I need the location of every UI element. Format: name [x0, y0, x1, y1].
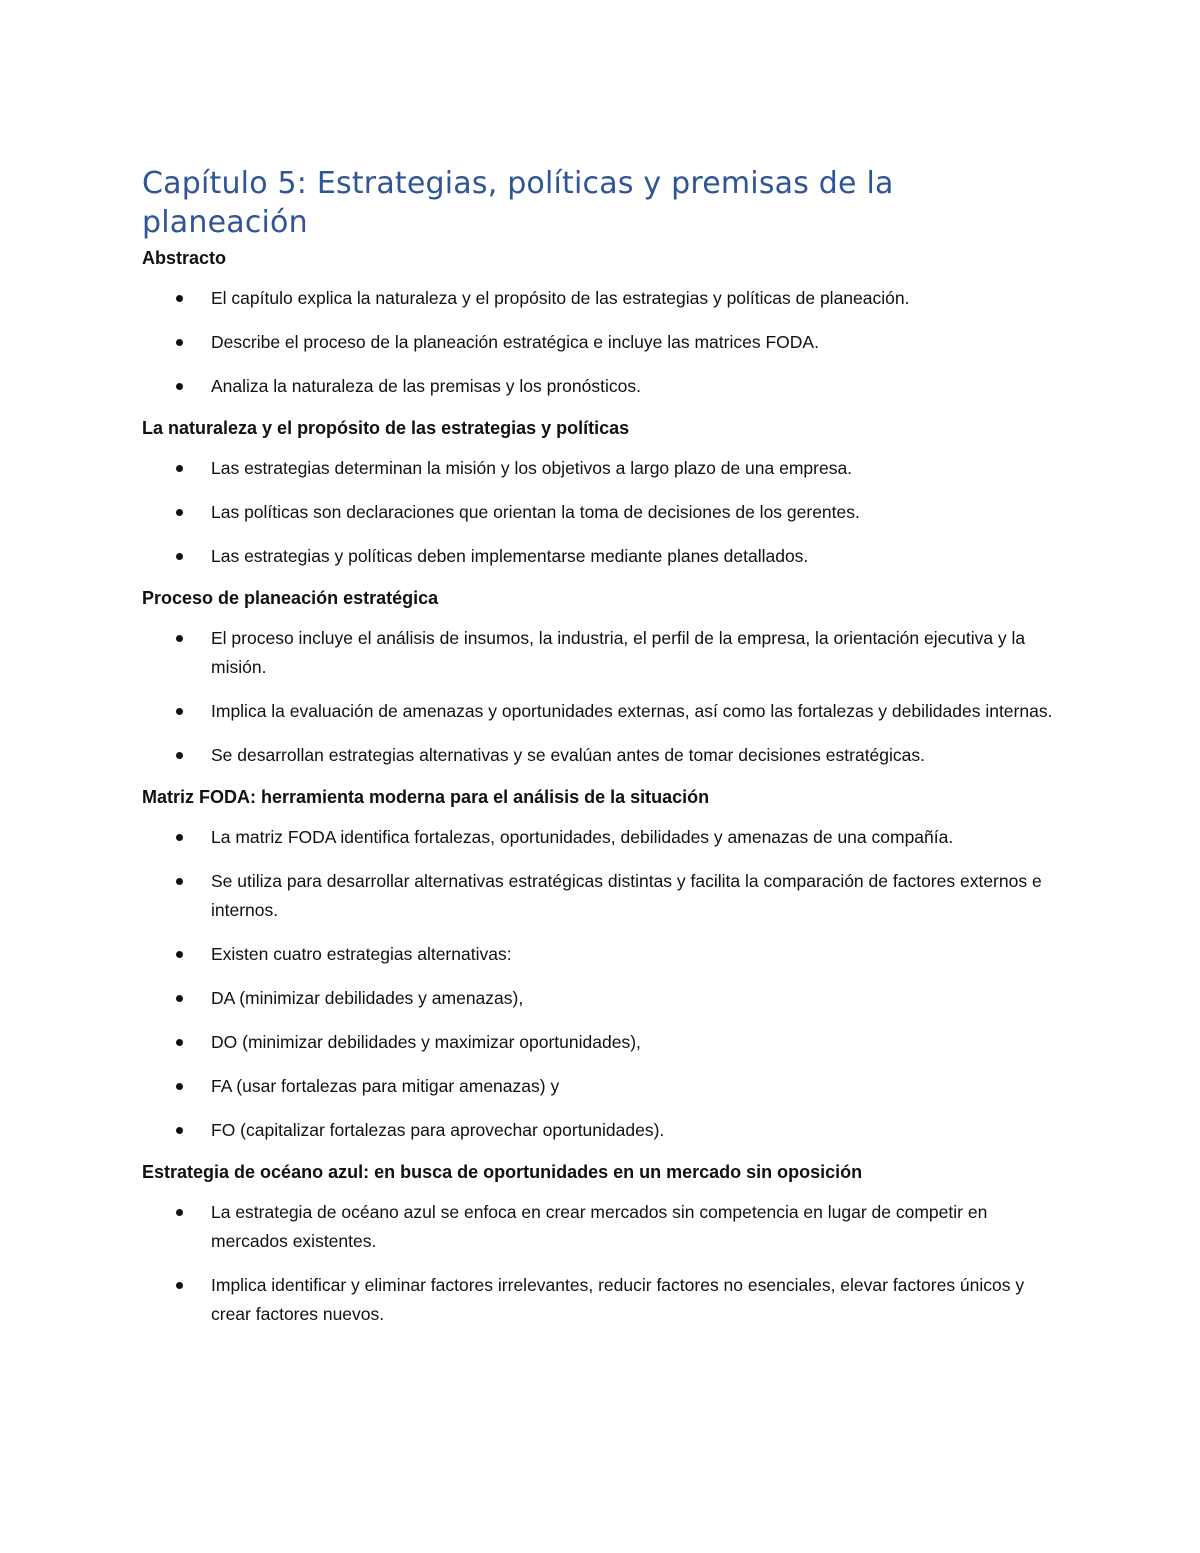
- list-item-text: FA (usar fortalezas para mitigar amenazas) y: [211, 1076, 560, 1096]
- section-heading: La naturaleza y el propósito de las estrategias y políticas: [142, 418, 630, 438]
- section: [142, 246, 1062, 401]
- list-item-text: Existen cuatro estrategias alternativas:: [211, 944, 512, 964]
- list-item: [142, 1028, 1062, 1057]
- list-item-text: El capítulo explica la naturaleza y el propósito de las estrategias y políticas de planeación.: [211, 288, 910, 308]
- page-title: Capítulo 5: Estrategias, políticas y premisas de la planeación: [142, 166, 894, 240]
- bullet-icon: [176, 752, 183, 759]
- bullet-list: [142, 284, 1062, 401]
- bullet-list: [142, 454, 1062, 571]
- list-item-text: Describe el proceso de la planeación estratégica e incluye las matrices FODA.: [211, 332, 819, 352]
- list-item: [142, 284, 1062, 313]
- bullet-icon: [176, 834, 183, 841]
- section-heading: Abstracto: [142, 248, 227, 268]
- section: [142, 586, 1062, 770]
- list-item: [142, 867, 1062, 925]
- list-item-text: Implica identificar y eliminar factores irrelevantes, reducir factores no esenciales, elevar factores únicos y crear factores nuevos.: [211, 1275, 1025, 1324]
- bullet-icon: [176, 553, 183, 560]
- list-item: [142, 1116, 1062, 1145]
- list-item: [142, 1072, 1062, 1101]
- list-item: [142, 328, 1062, 357]
- list-item-text: Analiza la naturaleza de las premisas y los pronósticos.: [211, 376, 641, 396]
- list-item: [142, 823, 1062, 852]
- list-item: [142, 498, 1062, 527]
- bullet-icon: [176, 878, 183, 885]
- bullet-icon: [176, 295, 183, 302]
- list-item-text: Se desarrollan estrategias alternativas y se evalúan antes de tomar decisiones estratégicas.: [211, 745, 926, 765]
- list-item: [142, 984, 1062, 1013]
- bullet-list: [142, 1198, 1062, 1329]
- section-heading: Matriz FODA: herramienta moderna para el análisis de la situación: [142, 787, 710, 807]
- section: [142, 416, 1062, 571]
- bullet-icon: [176, 509, 183, 516]
- list-item-text: Se utiliza para desarrollar alternativas estratégicas distintas y facilita la comparación de factores externos e internos.: [211, 871, 1042, 920]
- list-item-text: La estrategia de océano azul se enfoca en crear mercados sin competencia en lugar de competir en mercados existentes.: [211, 1202, 988, 1251]
- bullet-icon: [176, 465, 183, 472]
- list-item: [142, 940, 1062, 969]
- list-item-text: La matriz FODA identifica fortalezas, oportunidades, debilidades y amenazas de una compañía.: [211, 827, 954, 847]
- bullet-icon: [176, 708, 183, 715]
- list-item: [142, 454, 1062, 483]
- document-page: [142, 160, 1062, 1344]
- list-item-text: Las estrategias y políticas deben implementarse mediante planes detallados.: [211, 546, 809, 566]
- list-item: [142, 1271, 1062, 1329]
- list-item-text: Las estrategias determinan la misión y los objetivos a largo plazo de una empresa.: [211, 458, 853, 478]
- document-body: [142, 246, 1062, 1329]
- bullet-icon: [176, 1039, 183, 1046]
- bullet-icon: [176, 951, 183, 958]
- list-item-text: Implica la evaluación de amenazas y oportunidades externas, así como las fortalezas y debilidades internas.: [211, 701, 1053, 721]
- bullet-icon: [176, 1209, 183, 1216]
- bullet-icon: [176, 1127, 183, 1134]
- list-item-text: Las políticas son declaraciones que orientan la toma de decisiones de los gerentes.: [211, 502, 860, 522]
- bullet-icon: [176, 1282, 183, 1289]
- section: [142, 1160, 1062, 1329]
- list-item-text: DA (minimizar debilidades y amenazas),: [211, 988, 524, 1008]
- bullet-icon: [176, 339, 183, 346]
- section: [142, 785, 1062, 1145]
- list-item-text: El proceso incluye el análisis de insumos, la industria, el perfil de la empresa, la orientación ejecutiva y la misión.: [211, 628, 1026, 677]
- section-heading: Estrategia de océano azul: en busca de oportunidades en un mercado sin oposición: [142, 1162, 863, 1182]
- bullet-icon: [176, 1083, 183, 1090]
- bullet-list: [142, 624, 1062, 770]
- list-item: [142, 542, 1062, 571]
- bullet-icon: [176, 383, 183, 390]
- list-item-text: DO (minimizar debilidades y maximizar oportunidades),: [211, 1032, 641, 1052]
- list-item: [142, 697, 1062, 726]
- list-item: [142, 624, 1062, 682]
- bullet-icon: [176, 635, 183, 642]
- list-item-text: FO (capitalizar fortalezas para aprovechar oportunidades).: [211, 1120, 665, 1140]
- list-item: [142, 741, 1062, 770]
- section-heading: Proceso de planeación estratégica: [142, 588, 439, 608]
- bullet-icon: [176, 995, 183, 1002]
- bullet-list: [142, 823, 1062, 1145]
- list-item: [142, 1198, 1062, 1256]
- list-item: [142, 372, 1062, 401]
